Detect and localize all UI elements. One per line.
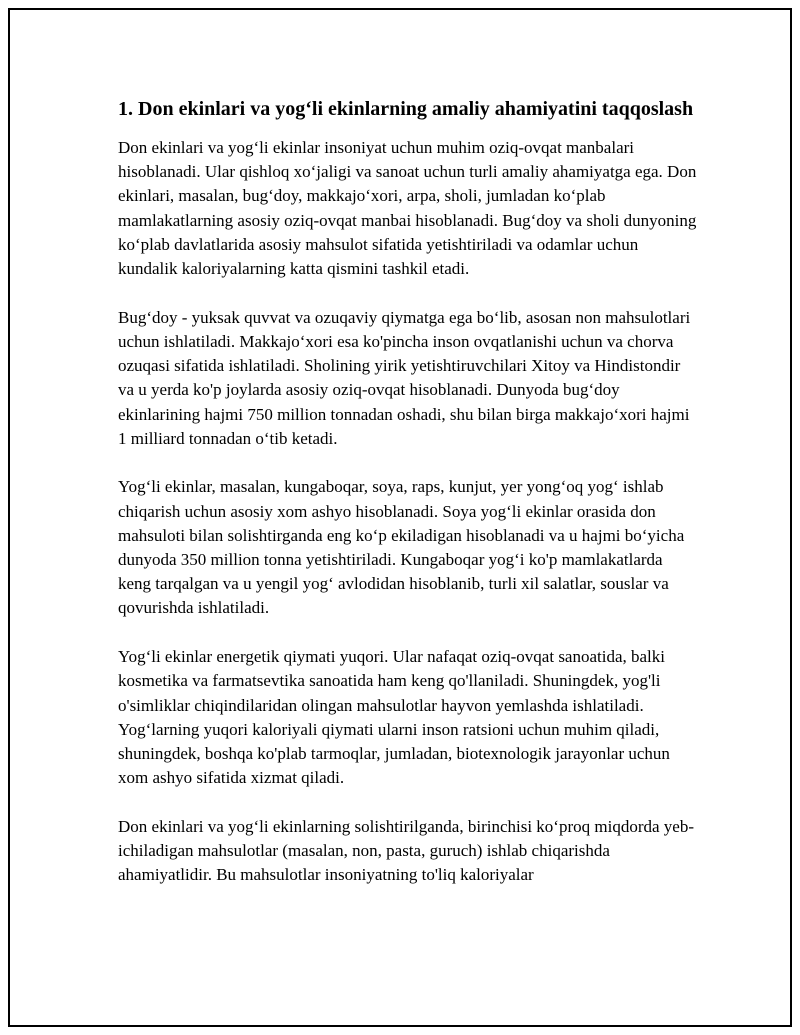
paragraph-3: Yog‘li ekinlar, masalan, kungaboqar, soya, raps, kunjut, yer yong‘oq yog‘ ishlab chiqarish uchun asosiy xom ashyo hisoblanadi. Soya yog‘li ekinlar orasida don mahsuloti bilan solishtirganda eng ko‘p ekiladigan hisoblanadi va u hajmi bo‘yicha dunyoda 350 million tonna yetishtiriladi. Kungaboqar yog‘i ko'p mamlakatlarda keng tarqalgan va u yengil yog‘ avlodidan hisoblanib, turli xil salatlar, souslar va qovurishda ishlatiladi.	[118, 477, 685, 618]
paragraph-2: Bug‘doy - yuksak quvvat va ozuqaviy qiymatga ega bo‘lib, asosan non mahsulotlari uchun ishlatiladi. Makkajo‘xori esa ko'pincha inson ovqatlanishi uchun va chorva ozuqasi sifatida ishlatiladi. Sholining yirik yetishtiruvchilari Xitoy va Hindistondir va u yerda ko'p joylarda asosiy oziq-ovqat hisoblanadi. Dunyoda bug‘doy ekinlarining hajmi 750 million tonnadan oshadi, shu bilan birga makkajo‘xori hajmi 1 milliard tonnadan o‘tib ketadi.	[118, 307, 691, 448]
paragraph-4: Yog‘li ekinlar energetik qiymati yuqori. Ular nafaqat oziq-ovqat sanoatida, balki kosmetika va farmatsevtika sanoatida ham keng qo'llaniladi. Shuningdek, yog'li o'simliklar chiqindilaridan olingan mahsulotlar hayvon yemlashda ishlatiladi. Yog‘larning yuqori kaloriyali qiymati ularni inson ratsioni uchun muhim qiladi, shuningdek, boshqa ko'plab tarmoqlar, jumladan, biotexnologik jarayonlar uchun xom ashyo sifatida xizmat qiladi.	[118, 647, 670, 788]
section-heading: 1. Don ekinlari va yog‘li ekinlarning amaliy ahamiyatini taqqoslash	[118, 98, 694, 120]
document-body	[118, 95, 698, 912]
paragraph-5: Don ekinlari va yog‘li ekinlarning solishtirilganda, birinchisi ko‘proq miqdorda yeb-ichiladigan mahsulotlar (masalan, non, pasta, guruch) ishlab chiqarishda ahamiyatlidir. Bu mahsulotlar insoniyatning to'liq kaloriyalar	[118, 816, 694, 885]
paragraph-1: Don ekinlari va yog‘li ekinlar insoniyat uchun muhim oziq-ovqat manbalari hisoblanadi. Ular qishloq xo‘jaligi va sanoat uchun turli amaliy ahamiyatga ega. Don ekinlari, masalan, bug‘doy, makkajo‘xori, arpa, sholi, jumladan ko‘plab mamlakatlarning asosiy oziq-ovqat manbai hisoblanadi. Bug‘doy va sholi dunyoning ko‘plab davlatlarida asosiy mahsulot sifatida yetishtiriladi va odamlar uchun kundalik kaloriyalarning katta qismini tashkil etadi.	[118, 138, 697, 279]
